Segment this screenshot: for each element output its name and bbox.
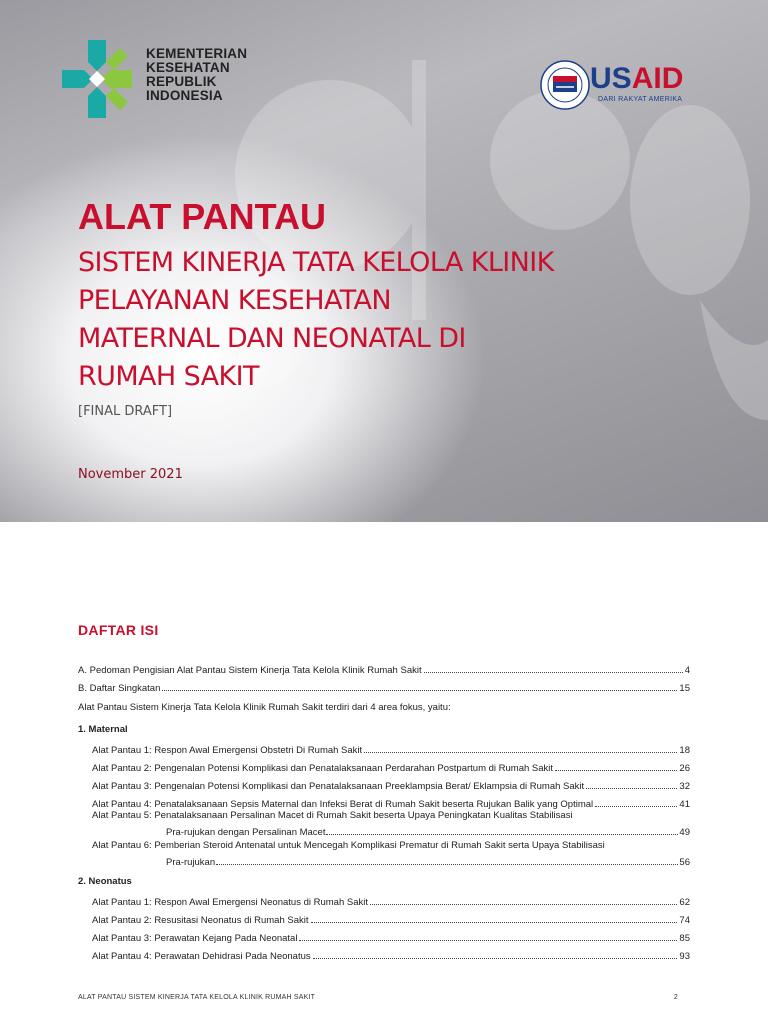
dot-leader [162,690,677,691]
toc-entry-label: Alat Pantau 2: Resusitasi Neonatus di Rumah Sakit [92,915,309,926]
dot-leader [313,958,678,959]
kemenkes-name-line: REPUBLIK [146,74,217,89]
toc-entry-label: A. Pedoman Pengisian Alat Pantau Sistem Kinerja Tata Kelola Klinik Rumah Sakit [78,665,422,676]
toc-entry-label: Alat Pantau 3: Pengenalan Potensi Komplikasi dan Penatalaksanaan Preeklampsia Berat/ Eklampsia di Rumah Sakit [92,781,585,792]
usaid-tagline: DARI RAKYAT AMERIKA [598,96,683,103]
toc-entry[interactable] [78,810,690,838]
toc-entry-page: 18 [679,745,690,756]
dot-leader [370,904,677,905]
dot-leader [424,672,683,673]
toc-entry[interactable] [78,908,690,926]
draft-label: [FINAL DRAFT] [78,404,173,419]
toc-entry-page: 49 [679,827,690,838]
toc-entry-label: Alat Pantau 1: Respon Awal Emergensi Neonatus di Rumah Sakit [92,897,369,908]
toc-entry[interactable] [78,738,690,756]
toc-entry-page: 62 [679,897,690,908]
toc-entry[interactable] [78,676,690,694]
toc-entry[interactable] [78,756,690,774]
toc-entry-label: Alat Pantau 4: Perawatan Dehidrasi Pada Neonatus [92,951,311,962]
dot-leader [555,770,677,771]
kemenkes-logo-icon [62,40,132,118]
toc-entry-label: Alat Pantau 6: Pemberian Steroid Antenatal untuk Mencegah Komplikasi Prematur di Rumah Sakit serta Upaya Stabilisasi [92,840,605,851]
cover-subtitle [78,244,678,396]
toc-section-title: 1. Maternal [78,724,128,735]
toc-entry-page: 85 [679,933,690,944]
cover-subtitle-line: MATERNAL DAN NEONATAL DI [78,323,466,354]
usaid-wordmark [590,62,683,96]
toc-entry-label: B. Daftar Singkatan [78,683,161,694]
dot-leader [311,922,678,923]
toc-entry-label: Alat Pantau 3: Perawatan Kejang Pada Neonatal [92,933,298,944]
page-number: 2 [673,994,678,1001]
usaid-us: US [590,62,632,95]
toc-entry[interactable] [78,890,690,908]
kemenkes-name-line: KEMENTERIAN [146,46,248,61]
cover-subtitle-line: SISTEM KINERJA TATA KELOLA KLINIK [78,247,554,278]
toc-entry-page: 26 [679,763,690,774]
footer-text: ALAT PANTAU SISTEM KINERJA TATA KELOLA KLINIK RUMAH SAKIT [78,994,316,1001]
toc-entry[interactable] [78,944,690,962]
kemenkes-name-line: INDONESIA [146,88,223,103]
toc-entry-page: 93 [679,951,690,962]
toc-section-title: 2. Neonatus [78,876,132,887]
toc-entry-label: Alat Pantau 2: Pengenalan Potensi Komplikasi dan Penatalaksanaan Perdarahan Postpartum di Rumah Sakit [92,763,554,774]
usaid-seal-icon [540,60,590,110]
kemenkes-name-line: KESEHATAN [146,60,230,75]
toc-entry-page: 15 [679,683,690,694]
toc-entry-label: Alat Pantau 4: Penatalaksanaan Sepsis Maternal dan Infeksi Berat di Rumah Sakit beserta Rujukan Balik yang Optimal [92,799,594,810]
dot-leader [586,788,677,789]
toc-entry[interactable] [78,926,690,944]
cover-title: ALAT PANTAU [78,196,326,237]
dot-leader [216,864,678,865]
toc-entry-label-continued: Pra-rujukan [166,857,216,868]
kemenkes-name [146,47,247,103]
publication-date: November 2021 [78,467,183,482]
toc-entry[interactable] [78,658,690,676]
toc-entry[interactable] [78,774,690,792]
cover-subtitle-line: RUMAH SAKIT [78,361,259,392]
page-footer [78,994,690,1001]
toc-intro: Alat Pantau Sistem Kinerja Tata Kelola Klinik Rumah Sakit terdiri dari 4 area fokus, yaitu: [78,702,451,713]
toc-entry-page: 56 [679,857,690,868]
toc-entry-page: 4 [684,665,690,676]
dot-leader [299,940,677,941]
table-of-contents [78,658,690,962]
dot-leader [326,834,678,835]
dot-leader [364,752,677,753]
toc-entry[interactable] [78,792,690,810]
dot-leader [595,806,677,807]
toc-entry-label-continued: Pra-rujukan dengan Persalinan Macet [166,827,326,838]
toc-entry[interactable] [78,840,690,868]
cover-subtitle-line: PELAYANAN KESEHATAN [78,285,391,316]
toc-entry-label: Alat Pantau 1: Respon Awal Emergensi Obstetri Di Rumah Sakit [92,745,363,756]
toc-entry-label: Alat Pantau 5: Penatalaksanaan Persalinan Macet di Rumah Sakit beserta Upaya Peningkatan Kualitas Stabilisasi [92,810,573,821]
toc-entry-page: 32 [679,781,690,792]
toc-entry-page: 41 [679,799,690,810]
usaid-aid: AID [631,62,684,95]
toc-heading: DAFTAR ISI [78,622,159,638]
toc-entry-page: 74 [679,915,690,926]
